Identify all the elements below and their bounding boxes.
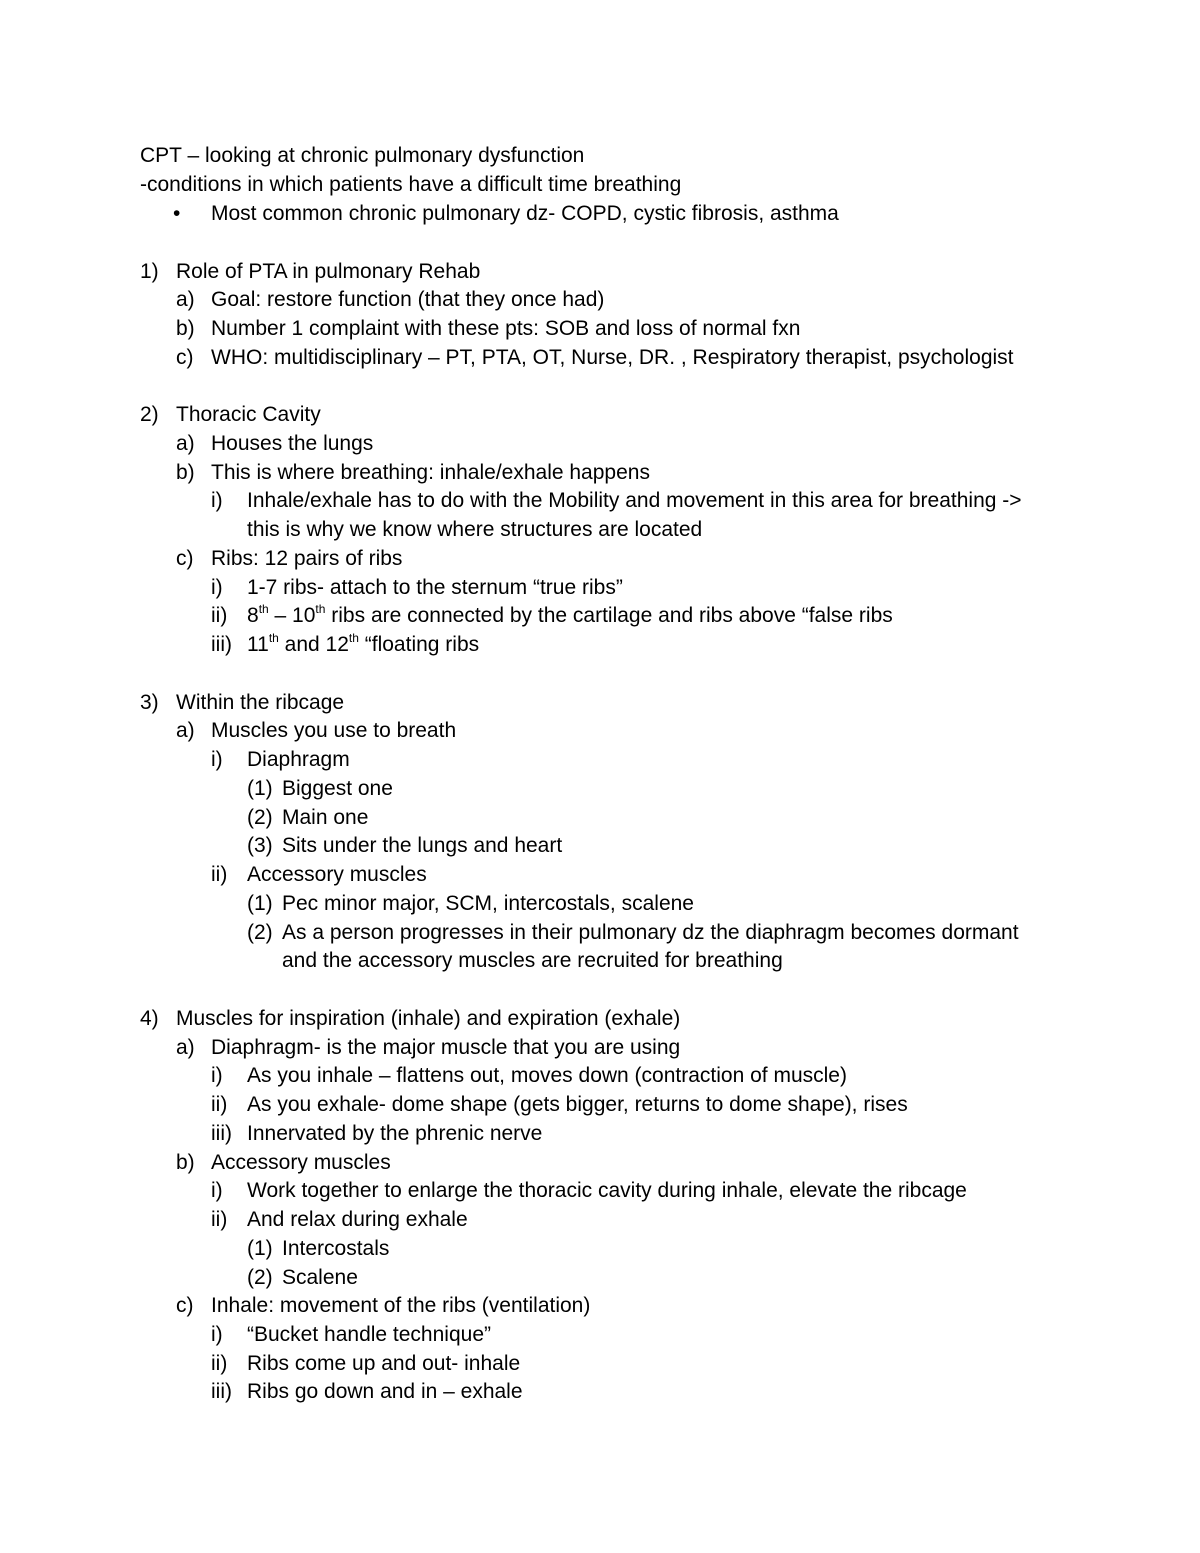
list-text: Pec minor major, SCM, intercostals, scalene	[282, 892, 694, 915]
list-text: this is why we know where structures are located	[247, 518, 703, 541]
list-marker: iii)	[211, 1380, 232, 1403]
bullet-text: Most common chronic pulmonary dz- COPD, cystic fibrosis, asthma	[211, 202, 839, 225]
list-text: As you inhale – flattens out, moves down (contraction of muscle)	[247, 1064, 847, 1087]
list-text: Inhale: movement of the ribs (ventilation)	[211, 1294, 591, 1317]
ordinal-suffix: th	[268, 631, 279, 645]
ordinal-number: and 12	[278, 633, 349, 656]
list-text: Muscles you use to breath	[211, 719, 457, 742]
ordinal-suffix: th	[258, 602, 269, 616]
list-text: Ribs go down and in – exhale	[247, 1380, 523, 1403]
list-text: Work together to enlarge the thoracic cavity during inhale, elevate the ribcage	[247, 1179, 967, 1202]
list-text: Biggest one	[282, 777, 393, 800]
list-marker: b)	[176, 461, 195, 484]
list-text: WHO: multidisciplinary – PT, PTA, OT, Nurse, DR. , Respiratory therapist, psychologist	[211, 346, 1014, 369]
list-marker: a)	[176, 288, 195, 311]
section-number: 2)	[140, 403, 159, 426]
ordinal-suffix: th	[348, 631, 359, 645]
list-marker: a)	[176, 719, 195, 742]
list-marker: (3)	[247, 834, 273, 857]
list-text: Innervated by the phrenic nerve	[247, 1122, 543, 1145]
list-text: Intercostals	[282, 1237, 390, 1260]
bullet-marker: •	[173, 202, 181, 225]
list-text: Houses the lungs	[211, 432, 374, 455]
list-marker: i)	[211, 1323, 223, 1346]
section-title: Within the ribcage	[176, 691, 345, 714]
list-marker: (1)	[247, 1237, 273, 1260]
list-text: Accessory muscles	[247, 863, 427, 886]
list-text	[247, 633, 479, 657]
list-marker: ii)	[211, 1208, 228, 1231]
list-text-rest: ribs are connected by the cartilage and ribs above “false ribs	[325, 604, 893, 627]
list-text: 1-7 ribs- attach to the sternum “true ribs”	[247, 576, 623, 599]
list-marker: b)	[176, 317, 195, 340]
list-marker: i)	[211, 1179, 223, 1202]
list-marker: (1)	[247, 892, 273, 915]
list-text: And relax during exhale	[247, 1208, 468, 1231]
list-marker: c)	[176, 346, 194, 369]
list-marker: ii)	[211, 1352, 228, 1375]
list-marker: iii)	[211, 1122, 232, 1145]
list-text: Diaphragm	[247, 748, 350, 771]
list-marker: (2)	[247, 806, 273, 829]
list-marker: ii)	[211, 1093, 228, 1116]
list-text: As you exhale- dome shape (gets bigger, returns to dome shape), rises	[247, 1093, 908, 1116]
list-text: and the accessory muscles are recruited for breathing	[282, 949, 783, 972]
list-marker: b)	[176, 1151, 195, 1174]
list-text: Main one	[282, 806, 369, 829]
section-title: Muscles for inspiration (inhale) and expiration (exhale)	[176, 1007, 681, 1030]
ordinal-number: 8	[247, 604, 259, 627]
ordinal-suffix: th	[315, 602, 326, 616]
section-number: 1)	[140, 260, 159, 283]
section-number: 4)	[140, 1007, 159, 1030]
list-text: Diaphragm- is the major muscle that you are using	[211, 1036, 681, 1059]
list-text: “Bucket handle technique”	[247, 1323, 491, 1346]
list-marker: ii)	[211, 863, 228, 886]
list-text: This is where breathing: inhale/exhale happens	[211, 461, 650, 484]
ordinal-number: – 10	[268, 604, 316, 627]
ordinal-number: 11	[247, 633, 269, 656]
list-marker: (2)	[247, 1266, 273, 1289]
list-text: Sits under the lungs and heart	[282, 834, 563, 857]
list-text: Number 1 complaint with these pts: SOB and loss of normal fxn	[211, 317, 801, 340]
list-text: Ribs come up and out- inhale	[247, 1352, 521, 1375]
intro-subheading: -conditions in which patients have a difficult time breathing	[140, 173, 682, 196]
intro-heading: CPT – looking at chronic pulmonary dysfunction	[140, 144, 585, 167]
list-marker: i)	[211, 489, 223, 512]
list-marker: i)	[211, 1064, 223, 1087]
list-marker: a)	[176, 1036, 195, 1059]
list-marker: i)	[211, 748, 223, 771]
list-text: Goal: restore function (that they once had)	[211, 288, 605, 311]
list-text: Scalene	[282, 1266, 358, 1289]
list-text: Accessory muscles	[211, 1151, 391, 1174]
section-title: Role of PTA in pulmonary Rehab	[176, 260, 481, 283]
list-marker: a)	[176, 432, 195, 455]
list-marker: (2)	[247, 921, 273, 944]
section-title: Thoracic Cavity	[176, 403, 321, 426]
list-marker: ii)	[211, 604, 228, 627]
list-text: Ribs: 12 pairs of ribs	[211, 547, 403, 570]
section-number: 3)	[140, 691, 159, 714]
list-marker: c)	[176, 547, 194, 570]
list-marker: iii)	[211, 633, 232, 656]
list-text: Inhale/exhale has to do with the Mobility and movement in this area for breathing ->	[247, 489, 1022, 512]
list-text: As a person progresses in their pulmonary dz the diaphragm becomes dormant	[282, 921, 1019, 944]
list-marker: i)	[211, 576, 223, 599]
list-marker: c)	[176, 1294, 194, 1317]
list-text-rest: “floating ribs	[358, 633, 480, 656]
list-marker: (1)	[247, 777, 273, 800]
list-text	[247, 604, 893, 628]
